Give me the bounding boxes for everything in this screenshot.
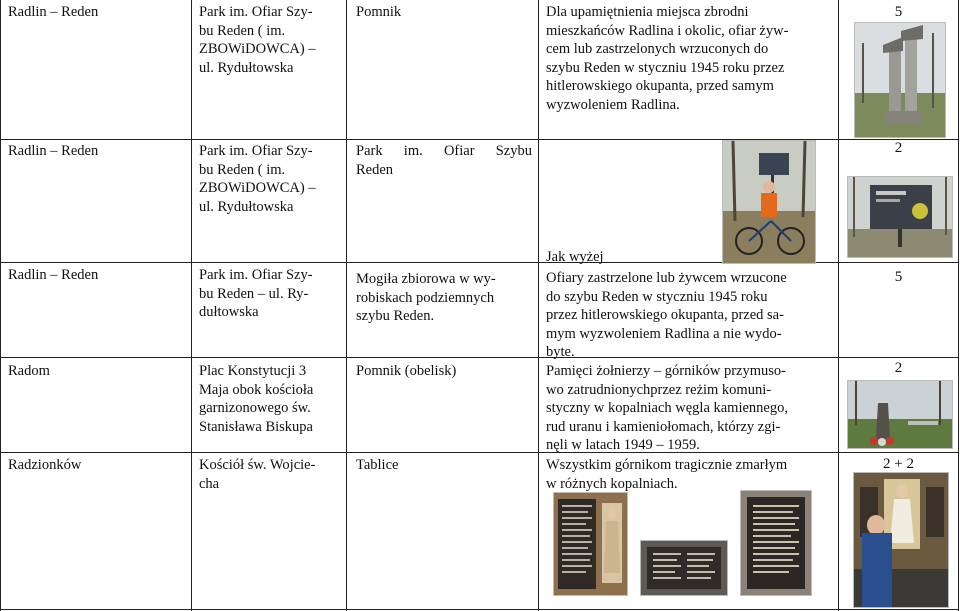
row5-type: Tablice (356, 457, 399, 473)
text-line: ZBOWiDOWCA) – (199, 41, 316, 57)
text-line: mieszkańców Radlina i okolic, ofiar żyw- (546, 22, 789, 39)
text-line: przez hitlerowskiego okupanta, przed sa- (546, 307, 784, 323)
row5-description (546, 456, 833, 493)
row5-photo-count: 2 + 2 (883, 456, 914, 472)
text-line: Reden (356, 161, 394, 178)
column-divider (346, 0, 347, 611)
table-border-left (0, 0, 1, 611)
row1-town: Radlin – Reden (8, 4, 99, 20)
text-line: Ofiary zastrzelone lub żywcem wrzucone (546, 270, 787, 286)
row3-photo-count: 5 (894, 269, 903, 285)
row5-town: Radzionków (8, 457, 82, 473)
text-line: Wszystkim górnikom tragicznie zmarłym (546, 457, 788, 473)
plaque-photo (640, 540, 728, 596)
row5-location (199, 456, 339, 493)
row2-photo-count: 2 (894, 140, 903, 156)
row1-location (199, 3, 339, 77)
text-line: Park im. Ofiar Szybu (356, 143, 532, 159)
text-line: wyzwoleniem Radlina. (546, 96, 680, 113)
text-line: Maja obok kościoła (199, 381, 314, 398)
monument-photo (854, 22, 946, 138)
row4-location (199, 362, 339, 436)
row3-type (356, 270, 532, 326)
row2-town: Radlin – Reden (8, 143, 99, 159)
text-line: byte. (546, 344, 575, 360)
text-line: robiskach podziemnych (356, 289, 495, 306)
row1-type: Pomnik (356, 4, 402, 20)
row1-description (546, 3, 833, 114)
text-line: wo zatrudnionychprzez reżim komuni- (546, 381, 772, 398)
row2-location (199, 142, 339, 216)
text-line: Park im. Ofiar Szy- (199, 4, 313, 20)
text-line: hitlerowskiego okupanta, przed samym (546, 78, 774, 94)
row4-type: Pomnik (obelisk) (356, 363, 457, 379)
text-line: mym wyzwoleniem Radlina a nie wydo- (546, 325, 782, 342)
memorial-board-photo (847, 176, 953, 258)
text-line: styczny w kopalniach węgla kamiennego, (546, 400, 788, 416)
text-line: Mogiła zbiorowa w wy- (356, 271, 496, 287)
text-line: szybu Reden w styczniu 1945 roku przez (546, 59, 785, 76)
row3-town: Radlin – Reden (8, 267, 99, 283)
row2-type (356, 142, 532, 179)
text-line: szybu Reden. (356, 308, 435, 324)
row2-description: Jak wyżej (546, 249, 604, 265)
row4-description (546, 362, 833, 455)
column-divider (538, 0, 539, 611)
text-line: bu Reden ( im. (199, 22, 286, 39)
text-line: Park im. Ofiar Szy- (199, 267, 313, 283)
text-line: rud uranu i kamieniołomach, którzy zgi- (546, 418, 781, 435)
text-line: w różnych kopalniach. (546, 475, 678, 492)
column-divider (191, 0, 192, 611)
text-line: Kościół św. Wojcie- (199, 457, 316, 473)
text-line: Dla upamiętnienia miejsca zbrodni (546, 4, 749, 20)
text-line: bu Reden ( im. (199, 161, 286, 178)
text-line: ul. Rydułtowska (199, 198, 294, 215)
text-line: Park im. Ofiar Szy- (199, 143, 313, 159)
plaque-names-photo (740, 490, 812, 596)
row1-photo-count: 5 (894, 4, 903, 20)
text-line: dułtowska (199, 304, 259, 320)
text-line: Pamięci żołnierzy – górników przymuso- (546, 363, 786, 379)
text-line: ul. Rydułtowska (199, 59, 294, 76)
text-line: nęli w latach 1949 – 1959. (546, 437, 700, 453)
text-line: Stanisława Biskupa (199, 418, 313, 435)
row4-town: Radom (8, 363, 50, 379)
row3-description (546, 269, 833, 362)
column-divider (838, 0, 839, 611)
text-line: bu Reden – ul. Ry- (199, 285, 309, 302)
text-line: Plac Konstytucji 3 (199, 363, 307, 379)
table-border-bottom (0, 609, 959, 610)
text-line: cem lub zastrzelonych wrzuconych do (546, 41, 769, 57)
plaque-list-photo (553, 492, 628, 596)
row3-location (199, 266, 339, 322)
table-border-right (958, 0, 959, 611)
cyclist-photo (722, 140, 816, 264)
text-line: garnizonowego św. (199, 400, 311, 416)
row4-photo-count: 2 (894, 360, 903, 376)
obelisk-photo (847, 380, 953, 449)
text-line: ZBOWiDOWCA) – (199, 180, 316, 196)
church-altar-photo (853, 472, 949, 608)
text-line: do szybu Reden w styczniu 1945 roku (546, 288, 768, 305)
text-line: cha (199, 475, 220, 492)
